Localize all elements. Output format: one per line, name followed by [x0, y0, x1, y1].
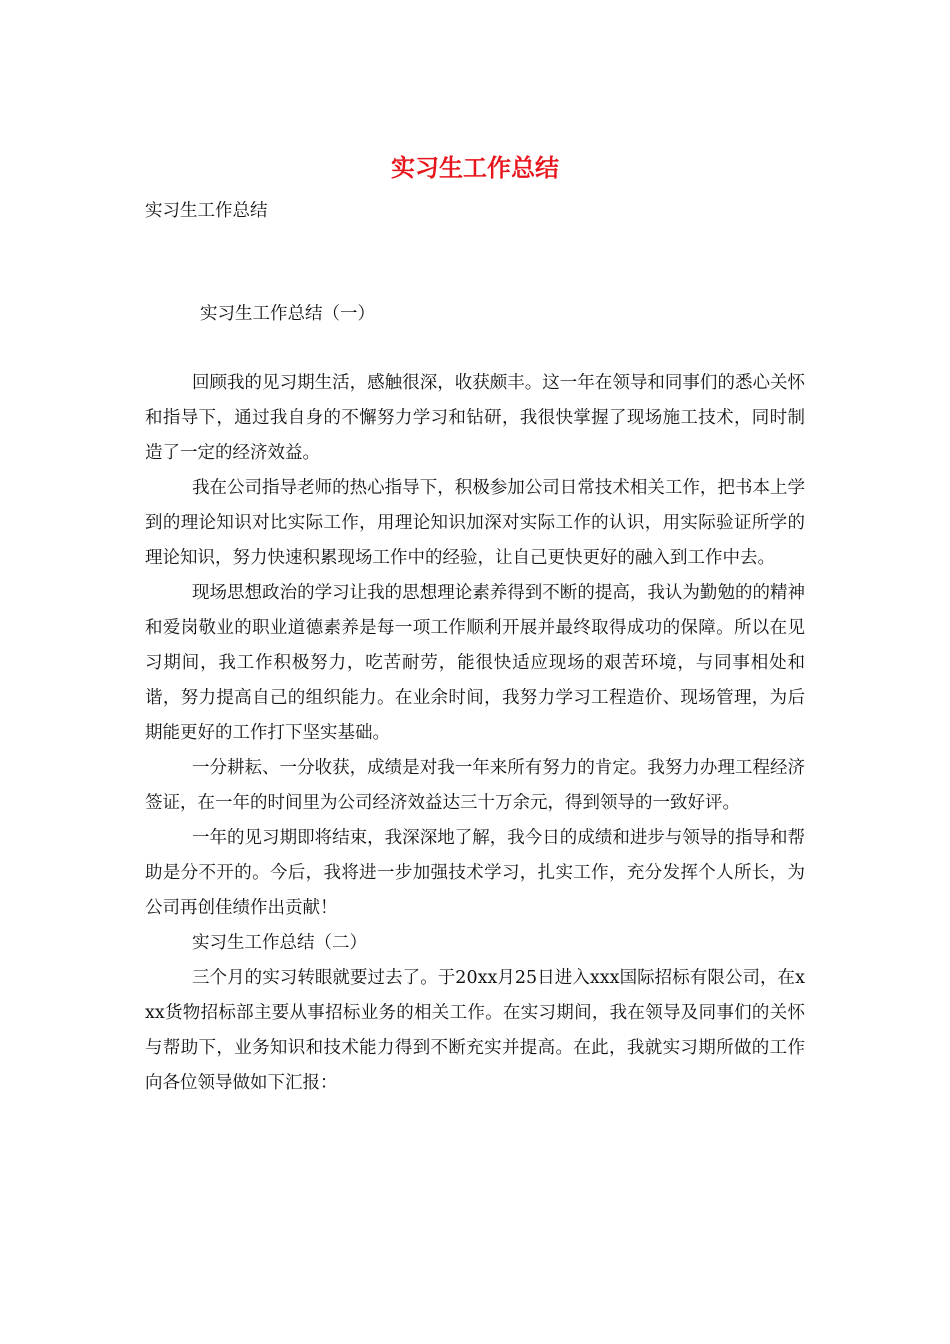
document-body — [145, 366, 805, 1101]
paragraph-guidance: 我在公司指导老师的热心指导下，积极参加公司日常技术相关工作，把书本上学到的理论知识对比实际工作，用理论知识加深对实际工作的认识，用实际验证所学的理论知识，努力快速积累现场工作中的经验，让自己更快更好的融入到工作中去。 — [145, 478, 805, 568]
paragraph-internship: 三个月的实习转眼就要过去了。于20xx月25日进入xxx国际招标有限公司，在xxx货物招标部主要从事招标业务的相关工作。在实习期间，我在领导及同事们的关怀与帮助下，业务知识和技术能力得到不断充实并提高。在此，我就实习期所做的工作向各位领导做如下汇报： — [145, 968, 805, 1093]
paragraph-study: 现场思想政治的学习让我的思想理论素养得到不断的提高，我认为勤勉的的精神和爱岗敬业的职业道德素养是每一项工作顺利开展并最终取得成功的保障。所以在见习期间，我工作积极努力，吃苦耐劳，能很快适应现场的艰苦环境，与同事相处和谐，努力提高自己的组织能力。在业余时间，我努力学习工程造价、现场管理，为后期能更好的工作打下坚实基础。 — [145, 583, 805, 743]
paragraph-review: 回顾我的见习期生活，感触很深，收获颇丰。这一年在领导和同事们的悉心关怀和指导下，通过我自身的不懈努力学习和钻研，我很快掌握了现场施工技术，同时制造了一定的经济效益。 — [145, 373, 805, 463]
document-subtitle: 实习生工作总结 — [145, 201, 268, 221]
paragraph-achievement: 一分耕耘、一分收获，成绩是对我一年来所有努力的肯定。我努力办理工程经济签证，在一年的时间里为公司经济效益达三十万余元，得到领导的一致好评。 — [145, 758, 805, 813]
document-title: 实习生工作总结 — [391, 153, 559, 182]
paragraph-conclusion: 一年的见习期即将结束，我深深地了解，我今日的成绩和进步与领导的指导和帮助是分不开的。今后，我将进一步加强技术学习，扎实工作，充分发挥个人所长，为公司再创佳绩作出贡献！ — [145, 828, 805, 918]
section-one-heading: 实习生工作总结（一） — [200, 304, 375, 324]
section-two-heading: 实习生工作总结（二） — [192, 933, 367, 953]
